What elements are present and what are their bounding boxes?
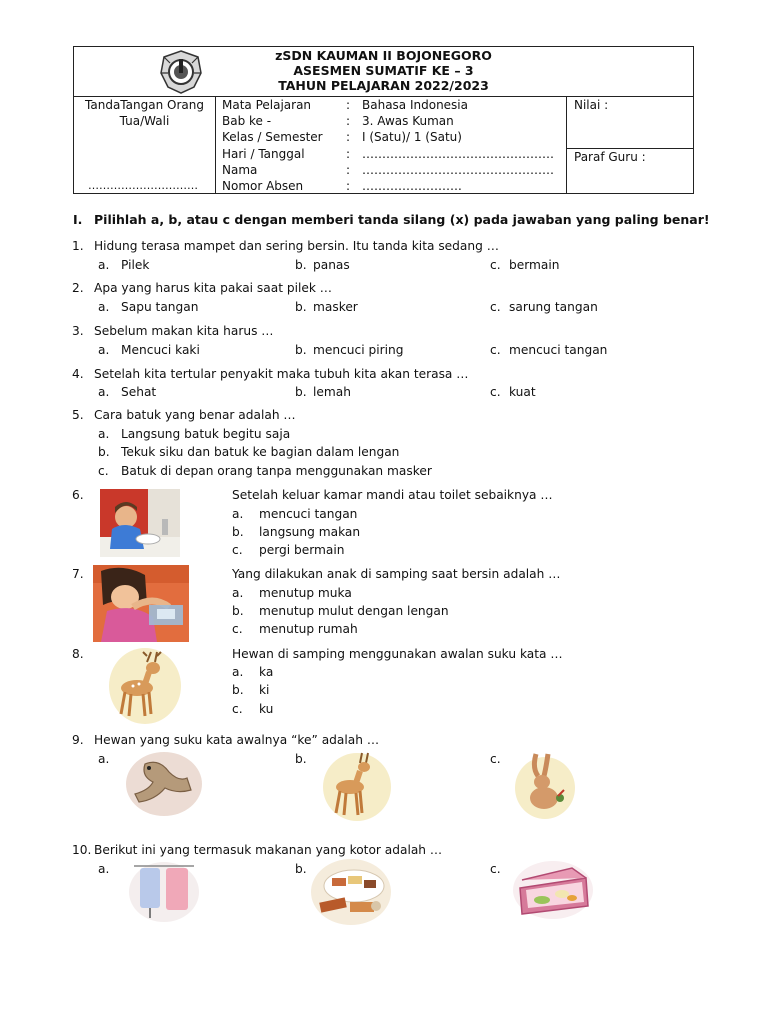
option-text[interactable]: menutup mulut dengan lengan (259, 604, 449, 618)
option-letter[interactable]: a. (232, 586, 244, 600)
question-number: 8. (72, 647, 84, 661)
option-text[interactable]: Pilek (121, 258, 150, 272)
option-text[interactable]: kuat (509, 385, 536, 399)
question-text: Setelah keluar kamar mandi atau toilet sebaiknya … (232, 488, 553, 502)
option-letter[interactable]: b. (295, 752, 307, 766)
deer-image (107, 644, 183, 724)
deer-option-image (322, 747, 392, 821)
option-text[interactable]: Batuk di depan orang tanpa menggunakan masker (121, 464, 432, 478)
field-label: Hari / Tanggal (222, 146, 305, 161)
option-letter[interactable]: c. (490, 343, 501, 357)
question-number: 7. (72, 567, 84, 581)
option-text[interactable]: Sapu tangan (121, 300, 199, 314)
grade-label: Nilai : (574, 98, 609, 112)
question-text: Berikut ini yang termasuk makanan yang kotor adalah … (94, 843, 443, 857)
rabbit-image (514, 750, 576, 820)
option-text[interactable]: ka (259, 665, 274, 679)
option-letter[interactable]: c. (232, 543, 243, 557)
question-text: Hewan yang suku kata awalnya “ke” adalah … (94, 733, 380, 747)
question-number: 9. (72, 733, 84, 747)
option-text[interactable]: ki (259, 683, 270, 697)
option-text[interactable]: panas (313, 258, 350, 272)
option-letter[interactable]: b. (295, 862, 307, 876)
question-number: 4. (72, 367, 84, 381)
field-separator: : (346, 98, 351, 112)
option-text[interactable]: mencuci tangan (259, 507, 358, 521)
field-value: Bahasa Indonesia (362, 98, 468, 112)
option-text[interactable]: mencuci tangan (509, 343, 608, 357)
dirty-food-image (310, 856, 392, 926)
option-letter[interactable]: b. (295, 343, 307, 357)
option-text[interactable]: bermain (509, 258, 560, 272)
option-text[interactable]: menutup rumah (259, 622, 358, 636)
option-text[interactable]: sarung tangan (509, 300, 598, 314)
option-text[interactable]: Sehat (121, 385, 157, 399)
field-value[interactable]: ……………………. (362, 179, 462, 193)
option-letter[interactable]: a. (98, 427, 110, 441)
option-letter[interactable]: b. (232, 525, 244, 539)
field-value: 3. Awas Kuman (362, 114, 454, 129)
question-number: 2. (72, 281, 84, 295)
option-text[interactable]: masker (313, 300, 358, 314)
field-separator: : (346, 162, 351, 177)
question-number: 3. (72, 324, 84, 338)
option-letter[interactable]: c. (232, 702, 243, 716)
option-letter[interactable]: a. (98, 258, 110, 272)
question-number: 6. (72, 488, 84, 502)
option-text[interactable]: lemah (313, 385, 351, 399)
option-text[interactable]: menutup muka (259, 586, 352, 600)
option-text[interactable]: langsung makan (259, 525, 361, 539)
question-text: Cara batuk yang benar adalah … (94, 408, 296, 422)
teacher-initial-label: Paraf Guru : (574, 150, 646, 164)
option-letter[interactable]: a. (98, 862, 110, 876)
option-letter[interactable]: c. (490, 752, 501, 766)
field-separator: : (346, 179, 351, 193)
question-text: Yang dilakukan anak di samping saat bersin adalah … (232, 567, 561, 581)
school-name: zSDN KAUMAN II BOJONEGORO (275, 48, 492, 63)
option-letter[interactable]: c. (490, 862, 501, 876)
option-letter[interactable]: c. (490, 258, 501, 272)
signature-line[interactable]: ………………………… (88, 179, 198, 192)
section-number: I. (73, 212, 83, 227)
question-text: Setelah kita tertular penyakit maka tubuh kita akan terasa … (94, 367, 469, 381)
field-label: Mata Pelajaran (222, 98, 312, 112)
option-letter[interactable]: a. (98, 752, 110, 766)
field-separator: : (346, 130, 351, 145)
question-number: 1. (72, 239, 84, 253)
option-letter[interactable]: b. (232, 683, 244, 697)
field-value: I (Satu)/ 1 (Satu) (362, 130, 462, 145)
option-letter[interactable]: c. (98, 464, 109, 478)
field-label: Nama (222, 162, 258, 177)
option-letter[interactable]: a. (98, 385, 110, 399)
option-letter[interactable]: b. (232, 604, 244, 618)
option-letter[interactable]: a. (98, 343, 110, 357)
field-value[interactable]: ………………………………………… (362, 146, 554, 161)
option-text[interactable]: Tekuk siku dan batuk ke bagian dalam lengan (121, 445, 400, 459)
option-text[interactable]: Langsung batuk begitu saja (121, 427, 291, 441)
child-washing-hands-image (100, 489, 180, 557)
signature-label-1: TandaTangan Orang (85, 98, 204, 112)
lunchbox-image (512, 858, 594, 920)
question-text: Sebelum makan kita harus … (94, 324, 274, 338)
option-letter[interactable]: a. (232, 507, 244, 521)
option-letter[interactable]: c. (490, 385, 501, 399)
girl-sneezing-image (93, 565, 189, 642)
question-text: Hewan di samping menggunakan awalan suku kata … (232, 647, 563, 661)
frog-image (125, 750, 203, 816)
field-value[interactable]: ………………………………………… (362, 162, 554, 177)
option-text[interactable]: ku (259, 702, 274, 716)
section-instruction: Pilihlah a, b, atau c dengan memberi tanda silang (x) pada jawaban yang paling benar! (94, 212, 710, 227)
option-letter[interactable]: a. (98, 300, 110, 314)
option-letter[interactable]: c. (232, 622, 243, 636)
assessment-title: ASESMEN SUMATIF KE – 3 (293, 63, 474, 78)
column-divider-1 (215, 96, 216, 193)
option-text[interactable]: pergi bermain (259, 543, 345, 557)
question-number: 5. (72, 408, 84, 422)
field-label: Nomor Absen (222, 179, 304, 193)
question-text: Apa yang harus kita pakai saat pilek … (94, 281, 332, 295)
signature-label-2: Tua/Wali (119, 114, 170, 128)
option-letter[interactable]: b. (98, 445, 110, 459)
option-letter[interactable]: a. (232, 665, 244, 679)
field-label: Bab ke - (222, 114, 272, 129)
field-label: Kelas / Semester (222, 130, 323, 145)
option-letter[interactable]: b. (295, 300, 307, 314)
option-letter[interactable]: b. (295, 385, 307, 399)
question-text: Hidung terasa mampet dan sering bersin. Itu tanda kita sedang … (94, 239, 499, 253)
option-text[interactable]: Mencuci kaki (121, 343, 200, 357)
hanging-clothes-image (128, 858, 200, 922)
option-text[interactable]: mencuci piring (313, 343, 404, 357)
option-letter[interactable]: c. (490, 300, 501, 314)
option-letter[interactable]: b. (295, 258, 307, 272)
field-separator: : (346, 146, 351, 161)
header-table (73, 46, 694, 194)
column-divider-2 (566, 96, 567, 193)
field-separator: : (346, 114, 351, 129)
school-year: TAHUN PELAJARAN 2022/2023 (278, 78, 489, 93)
question-number: 10. (72, 843, 92, 857)
